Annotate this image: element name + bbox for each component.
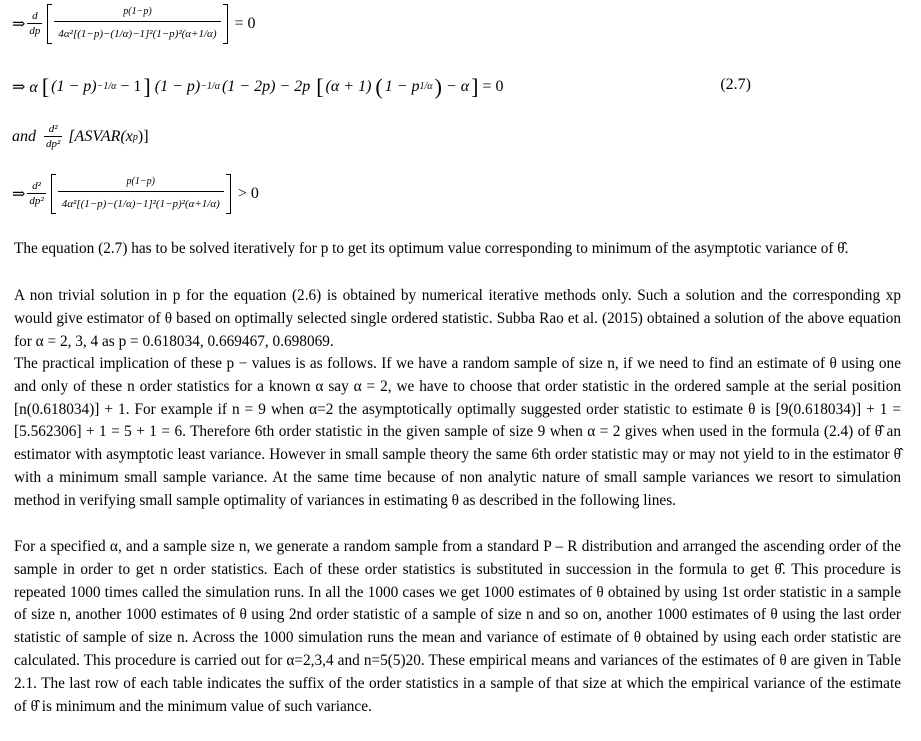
close-bracket-2: ] (471, 74, 479, 99)
equation-1 (12, 4, 256, 44)
eq2-rhs: = 0 (482, 78, 504, 95)
bracket-group (47, 4, 227, 44)
eq2-term-2: − 1 (120, 78, 142, 95)
variance-fraction: $\frac{p(1-p)}{\text{4α²[(1−p)−(1/α)−1]²(1−p)²(α+1/α)}}$ (54, 5, 220, 44)
equation-rhs-2: > 0 (237, 185, 259, 202)
paragraph-optimum: The equation (2.7) has to be solved iteratively for p to get its optimum value corresponding to minimum of the asymptotic variance of θ̂. (14, 240, 849, 257)
close-paren: ) (434, 74, 442, 99)
implies-symbol-2: ⇒ (12, 186, 26, 203)
open-bracket-2: [ (316, 74, 324, 99)
derivative-operator: $\frac{d}{dp}$ (29, 10, 41, 37)
implies-symbol: ⇒ (12, 16, 26, 33)
asvar-expression: [ASVAR(x (68, 128, 133, 145)
paragraph-implication: The practical implication of these p − values is as follows. If we have a random sample of size n, if we need to find an estimate of θ using one and only of these n order statistics for a known α say α = 2, we have to choose that order statistic in the ordered sample at the serial position [n(0.618034)] + 1. For example if n = 9 when α=2 the asymptotically optimally suggested order statistic to estimate θ is [9(0.618034)] + 1 = [5.562306] + 1 = 5 + 1 = 6. Therefore 6th order statistic in the given sample of size 9 when α = 2 gives when used in the formula (2.4) of θ̂ an estimator with asymptotic least variance. However in small sample theory the same 6th order statistic may or may not yield to in the estimator θ̂ with a minimum small sample variance. At the same time because of non analytic nature of small sample variances we resort to simulation method in verifying small sample optimality of variances in estimating θ as described in the following lines. (14, 355, 901, 509)
eq2-lead: ⇒ α (12, 79, 38, 96)
asvar-subscript: p (132, 131, 138, 143)
equation-number: (2.7) (720, 76, 751, 93)
paragraph-simulation: For a specified α, and a sample size n, we generate a random sample from a standard P – R distribution and arranged the ascending order of the sample in order to get n order statistics. Each of these order statistics is substituted in succession in the formula to get θ̂. This procedure is repeated 1000 times called the simulation runs. In all the 1000 cases we get 1000 estimates of θ obtained by using 1st order statistic in a sample of size n, another 1000 estimates of θ using 2nd order statistic of a sample of size n and so on, another 1000 estimates of θ using the last order statistic of sample of size n. Across the 1000 simulation runs the mean and variance of estimate of θ obtained by using each order statistic are calculated. This procedure is carried out for α=2,3,4 and n=5(5)20. These empirical means and variances of the estimates of θ are given in Table 2.1. The last row of each table indicates the suffix of the order statistics in a sample of that size at which the empirical variance of the estimate of θ̂ is minimum and the minimum value of such variance. (14, 538, 901, 715)
open-bracket: [ (41, 74, 50, 99)
eq2-term-3: (1 − p) (154, 78, 201, 95)
second-derivative-operator: $\frac{\text{d²}}{\text{dp²}}$ (46, 123, 61, 150)
asvar-close: )] (137, 128, 149, 145)
open-paren: ( (375, 74, 383, 99)
eq2-term-6: 1 − p (384, 78, 420, 95)
equation-3 (12, 120, 149, 154)
second-derivative-operator-2: $\frac{\text{d²}}{\text{dp²}}$ (29, 180, 44, 207)
equation-2-7: ⇒ α [ (1 − p) −1/α − 1 ] (1 − p) −1/α (1 − 2p) − 2p [ (α + 1) ( 1 − p 1/α ) − α ] = 0 (12, 74, 504, 99)
close-bracket: ] (143, 74, 151, 99)
equation-4 (12, 174, 259, 214)
eq2-term-5: (α + 1) (325, 78, 372, 95)
eq2-term-7: − α (445, 78, 470, 95)
equation-rhs: = 0 (234, 15, 256, 32)
bracket-group-2 (51, 174, 231, 214)
and-word: and (12, 128, 36, 145)
eq2-term-4: (1 − 2p) − 2p (221, 78, 311, 95)
paragraph-solution: A non trivial solution in p for the equation (2.6) is obtained by numerical iterative methods only. Such a solution and the corresponding xp would give estimator of θ based on optimally selected single ordered statistic. Subba Rao et al. (2015) obtained a solution of the above equation for α = 2, 3, 4 as p = 0.618034, 0.669467, 0.698069. (14, 287, 901, 350)
eq2-term-1: (1 − p) (51, 78, 97, 95)
variance-fraction-2: $\frac{p(1-p)}{\text{4α²[(1−p)−(1/α)−1]²(1−p)²(α+1/α)}}$ (58, 175, 224, 214)
